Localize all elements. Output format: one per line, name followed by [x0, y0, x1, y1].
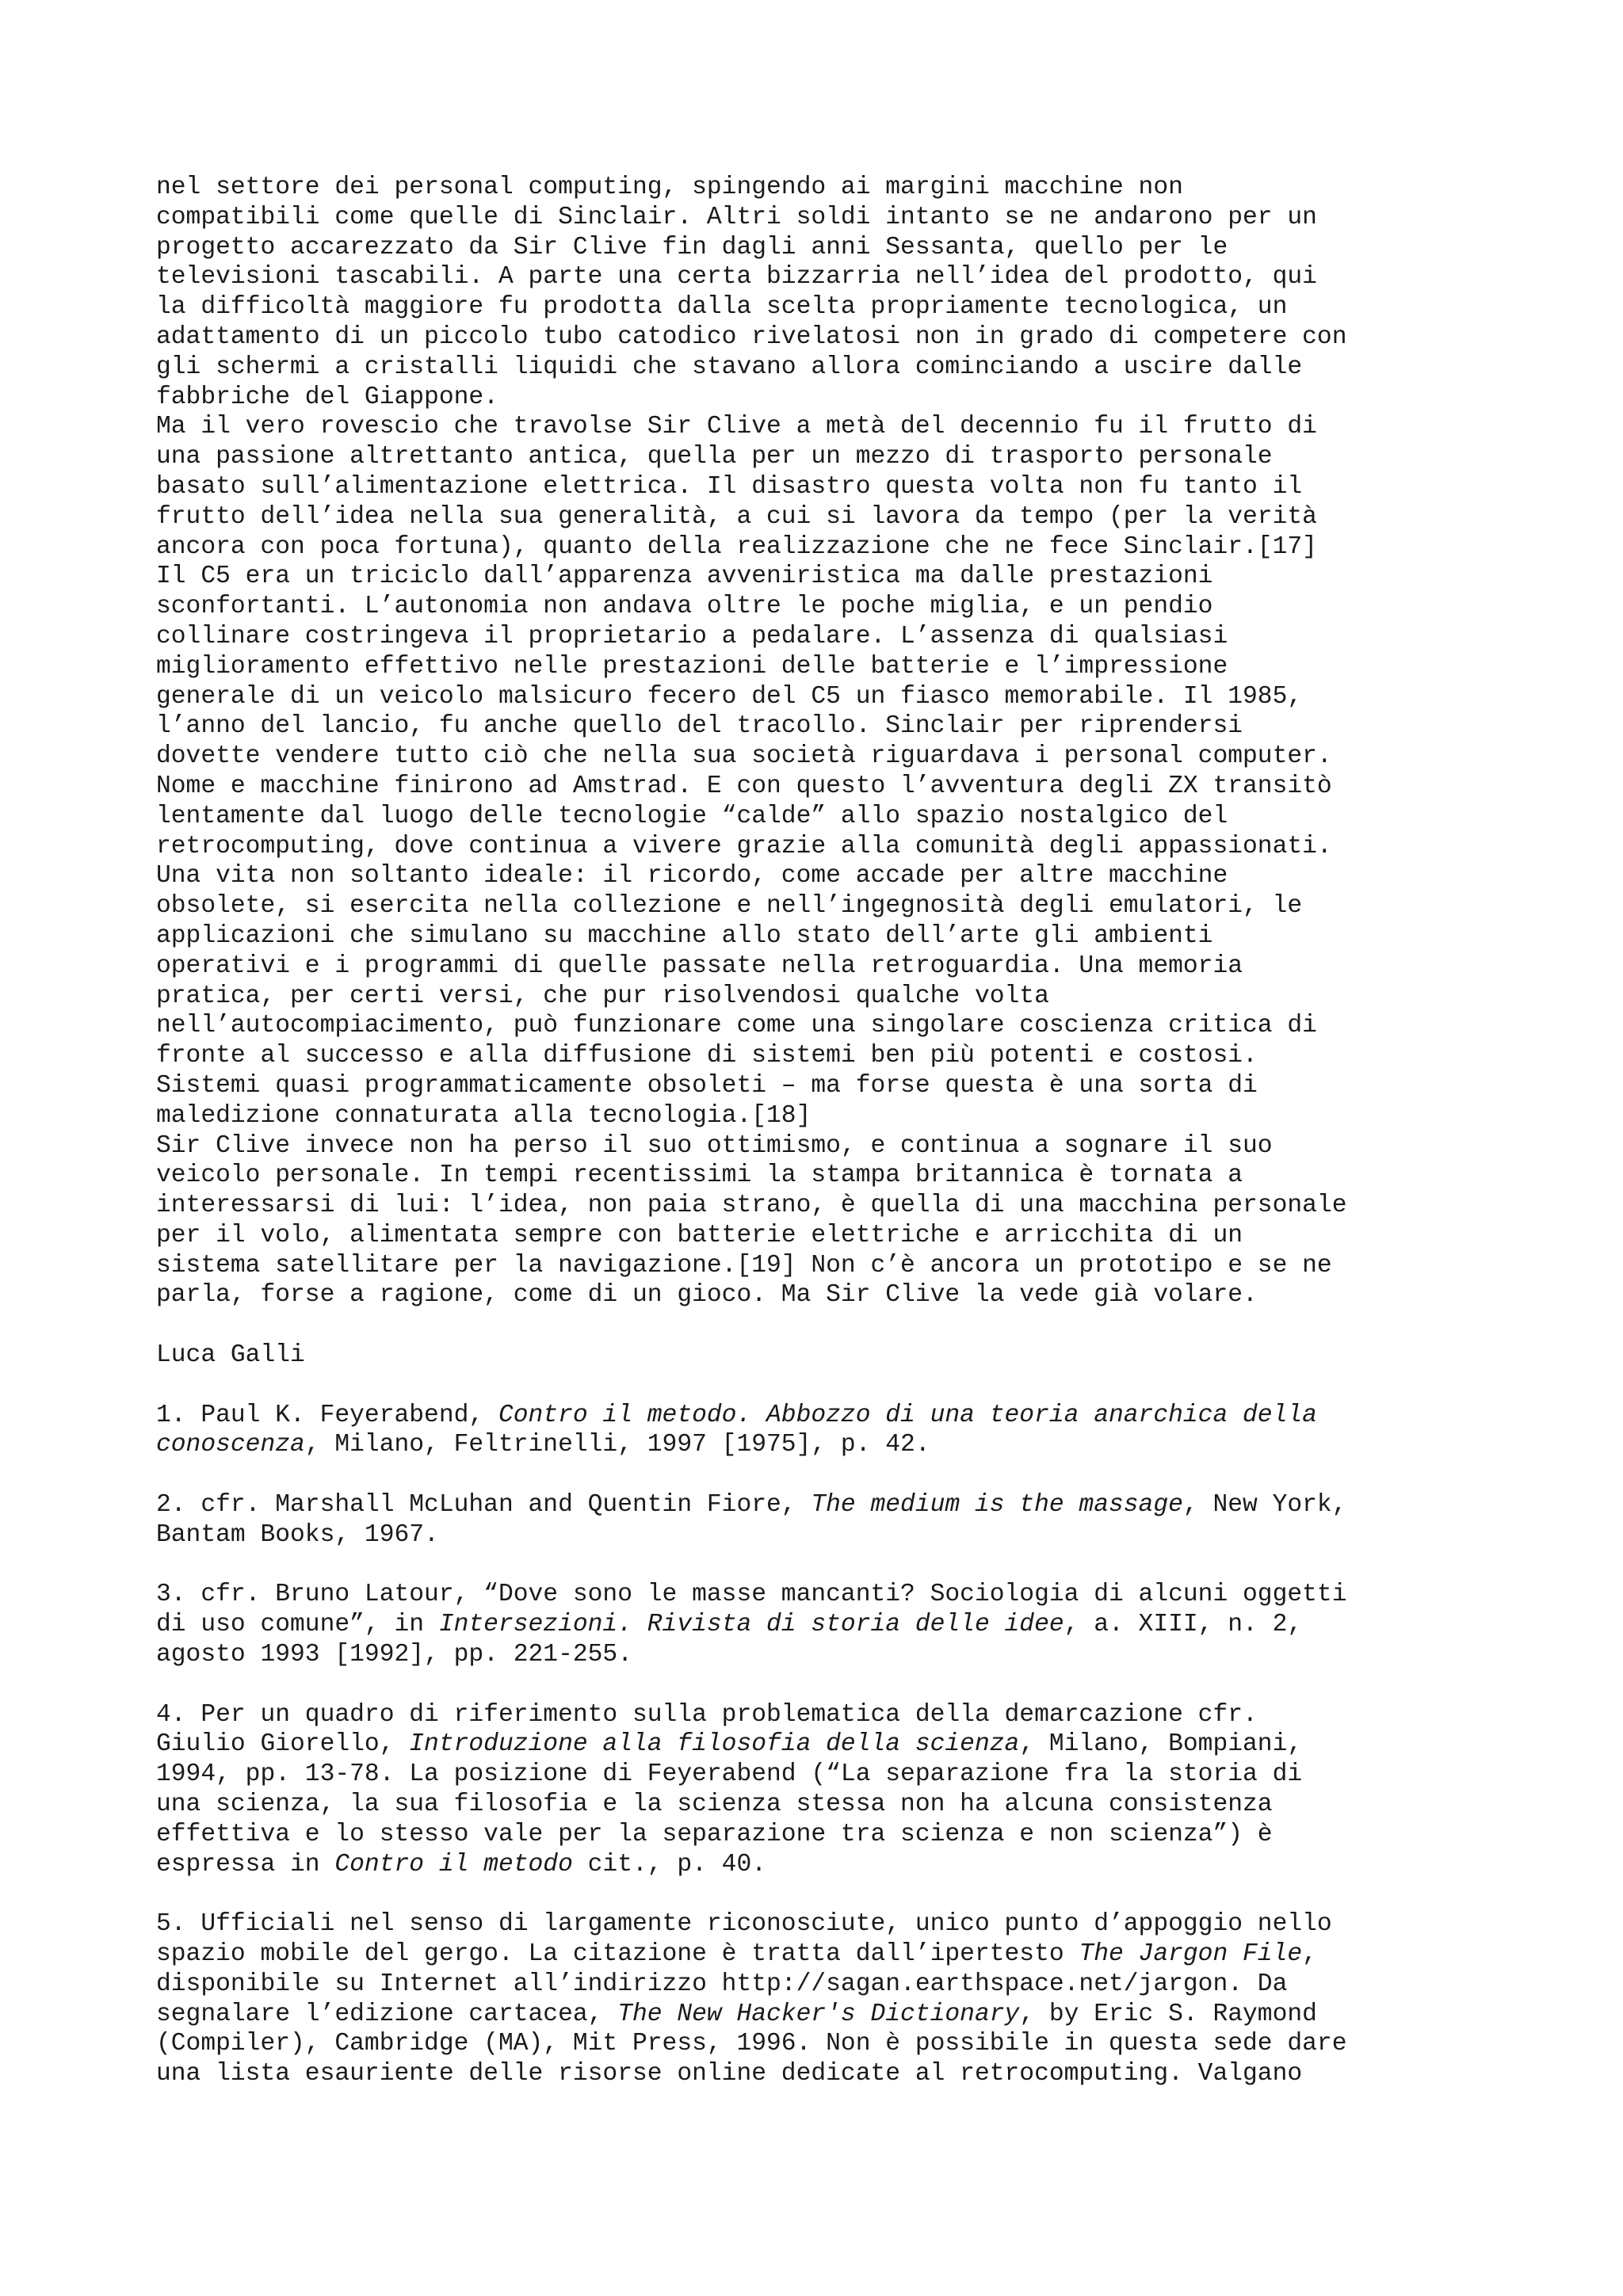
footnote-line — [156, 1580, 1487, 1610]
footnote-text: , by Eric S. Raymond — [1019, 2000, 1317, 2028]
footnote-line — [156, 2059, 1487, 2089]
text-line: Una vita non soltanto ideale: il ricordo, come accade per altre macchine — [156, 862, 1228, 891]
text-line: pratica, per certi versi, che pur risolvendosi qualche volta — [156, 982, 1049, 1010]
footnote-line — [156, 1401, 1487, 1431]
spacer — [156, 1670, 1487, 1700]
text-line: parla, forse a ragione, come di un gioco. Ma Sir Clive la vede già volare. — [156, 1281, 1258, 1310]
author-signature: Luca Galli — [156, 1341, 305, 1370]
text-line: televisioni tascabili. A parte una certa bizzarria nell’idea del prodotto, qui — [156, 263, 1317, 292]
footnote-text: una scienza, la sua filosofia e la scienza stessa non ha alcuna consistenza — [156, 1791, 1273, 1819]
spacer — [156, 1550, 1487, 1581]
footnote-text: , Milano, Bompiani, — [1019, 1730, 1303, 1759]
text-line: compatibili come quelle di Sinclair. Altri soldi intanto se ne andarono per un — [156, 203, 1317, 231]
footnote-text: 2. cfr. Marshall McLuhan and Quentin Fiore, — [156, 1491, 812, 1520]
text-line: fronte al successo e alla diffusione di sistemi ben più potenti e costosi. — [156, 1042, 1258, 1070]
footnote-text: agosto 1993 [1992], pp. 221-255. — [156, 1641, 632, 1669]
footnote-line — [156, 1909, 1487, 1939]
footnote-line — [156, 1970, 1487, 2000]
footnote-1 — [156, 1401, 1487, 1461]
text-line: la difficoltà maggiore fu prodotta dalla scelta propriamente tecnologica, un — [156, 293, 1288, 322]
footnote-text: , New York, — [1182, 1491, 1347, 1520]
footnote-line — [156, 1430, 1487, 1460]
footnote-3 — [156, 1580, 1487, 1669]
footnote-text: 3. cfr. Bruno Latour, “Dove sono le masse mancanti? Sociologia di alcuni oggetti — [156, 1581, 1347, 1609]
text-line: adattamento di un piccolo tubo catodico rivelatosi non in grado di competere con — [156, 322, 1347, 351]
text-line: frutto dell’idea nella sua generalità, a cui si lavora da tempo (per la verità — [156, 502, 1317, 531]
text-line: generale di un veicolo malsicuro fecero del C5 un fiasco memorabile. Il 1985, — [156, 682, 1303, 711]
footnote-text: (Compiler), Cambridge (MA), Mit Press, 1996. Non è possibile in questa sede dare — [156, 2030, 1347, 2058]
footnote-2 — [156, 1490, 1487, 1550]
footnote-text: espressa in — [156, 1850, 335, 1878]
text-line: veicolo personale. In tempi recentissimi la stampa britannica è tornata a — [156, 1161, 1243, 1190]
text-line: ancora con poca fortuna), quanto della realizzazione che ne fece Sinclair.[17] — [156, 532, 1317, 561]
text-line: interessarsi di lui: l’idea, non paia strano, è quella di una macchina personale — [156, 1192, 1347, 1220]
text-line: Ma il vero rovescio che travolse Sir Clive a metà del decennio fu il frutto di — [156, 413, 1317, 441]
footnote-line — [156, 1700, 1487, 1730]
footnote-text: 5. Ufficiali nel senso di largamente riconosciute, unico punto d’appoggio nello — [156, 1910, 1332, 1939]
text-line: una passione altrettanto antica, quella per un mezzo di trasporto personale — [156, 443, 1273, 471]
footnote-4 — [156, 1700, 1487, 1880]
footnote-line — [156, 1850, 1487, 1880]
spacer — [156, 1879, 1487, 1909]
footnote-line — [156, 1610, 1487, 1640]
footnote-text: 1. Paul K. Feyerabend, — [156, 1401, 498, 1429]
footnote-line — [156, 2000, 1487, 2030]
footnote-line — [156, 1820, 1487, 1850]
footnote-text: Giulio Giorello, — [156, 1730, 410, 1759]
footnote-line — [156, 2029, 1487, 2059]
footnote-text: una lista esauriente delle risorse online dedicate al retrocomputing. Valgano — [156, 2060, 1303, 2088]
footnote-text: , a. XIII, n. 2, — [1064, 1611, 1303, 1639]
footnote-line — [156, 1520, 1487, 1550]
footnote-title: The Jargon File — [1079, 1940, 1303, 1969]
text-line: Sistemi quasi programmaticamente obsoleti – ma forse questa è una sorta di — [156, 1071, 1258, 1100]
text-line: miglioramento effettivo nelle prestazioni delle batterie e l’impressione — [156, 652, 1228, 681]
footnote-line — [156, 1640, 1487, 1670]
text-line: gli schermi a cristalli liquidi che stavano allora cominciando a uscire dalle — [156, 353, 1303, 381]
body-text — [156, 173, 1487, 1310]
spacer — [156, 1310, 1487, 1341]
text-line: dovette vendere tutto ciò che nella sua società riguardava i personal computer. — [156, 742, 1332, 771]
footnote-text: , — [1302, 1940, 1317, 1969]
footnote-title: conoscenza — [156, 1431, 305, 1459]
text-line: nel settore dei personal computing, spingendo ai margini macchine non — [156, 174, 1183, 201]
footnote-title: Intersezioni. Rivista di storia delle idee — [438, 1611, 1064, 1639]
text-line: collinare costringeva il proprietario a pedalare. L’assenza di qualsiasi — [156, 622, 1228, 650]
footnote-line — [156, 1790, 1487, 1820]
text-line: retrocomputing, dove continua a vivere grazie alla comunità degli appassionati. — [156, 832, 1332, 860]
text-line: fabbriche del Giappone. — [156, 383, 498, 411]
footnote-text: spazio mobile del gergo. La citazione è tratta dall’ipertesto — [156, 1940, 1079, 1969]
text-line: lentamente dal luogo delle tecnologie “calde” allo spazio nostalgico del — [156, 802, 1228, 830]
text-line: l’anno del lancio, fu anche quello del tracollo. Sinclair per riprendersi — [156, 712, 1243, 741]
text-line: Sir Clive invece non ha perso il suo ottimismo, e continua a sognare il suo — [156, 1131, 1273, 1160]
text-line: progetto accarezzato da Sir Clive fin dagli anni Sessanta, quello per le — [156, 233, 1228, 261]
spacer — [156, 1371, 1487, 1401]
text-line: obsolete, si esercita nella collezione e nell’ingegnosità degli emulatori, le — [156, 892, 1303, 921]
text-line: sistema satellitare per la navigazione.[19] Non c’è ancora un prototipo e se ne — [156, 1251, 1332, 1280]
footnote-title: The New Hacker's Dictionary — [617, 2000, 1020, 2028]
footnote-title: Introduzione alla filosofia della scienza — [409, 1730, 1020, 1759]
footnote-text: segnalare l’edizione cartacea, — [156, 2000, 618, 2028]
footnote-line — [156, 1490, 1487, 1520]
footnote-title: The medium is the massage — [811, 1491, 1183, 1520]
text-line: nell’autocompiacimento, può funzionare come una singolare coscienza critica di — [156, 1012, 1317, 1040]
footnote-line — [156, 1730, 1487, 1760]
footnote-text: cit., p. 40. — [572, 1850, 767, 1878]
footnote-text: effettiva e lo stesso vale per la separazione tra scienza e non scienza”) è — [156, 1820, 1273, 1848]
text-line: Nome e macchine finirono ad Amstrad. E con questo l’avventura degli ZX transitò — [156, 772, 1332, 800]
footnote-line — [156, 1939, 1487, 1970]
footnote-text: di uso comune”, in — [156, 1611, 439, 1639]
text-line: per il volo, alimentata sempre con batterie elettriche e arricchita di un — [156, 1221, 1243, 1249]
document-page — [156, 173, 1487, 2089]
text-line: sconfortanti. L’autonomia non andava oltre le poche miglia, e un pendio — [156, 593, 1213, 621]
text-line: basato sull’alimentazione elettrica. Il disastro questa volta non fu tanto il — [156, 472, 1303, 501]
text-line: applicazioni che simulano su macchine allo stato dell’arte gli ambienti — [156, 921, 1213, 950]
footnote-text: , Milano, Feltrinelli, 1997 [1975], p. 42. — [304, 1431, 930, 1459]
footnote-title: Contro il metodo. Abbozzo di una teoria anarchica della — [498, 1401, 1317, 1429]
text-line: maledizione connaturata alla tecnologia.[18] — [156, 1101, 812, 1130]
footnote-text: Bantam Books, 1967. — [156, 1520, 439, 1549]
footnote-text: 4. Per un quadro di riferimento sulla problematica della demarcazione cfr. — [156, 1700, 1258, 1729]
footnote-text: 1994, pp. 13-78. La posizione di Feyerabend (“La separazione fra la storia di — [156, 1760, 1303, 1789]
footnote-text: disponibile su Internet all’indirizzo http://sagan.earthspace.net/jargon. Da — [156, 1970, 1288, 1998]
footnote-5 — [156, 1909, 1487, 2089]
text-line: operativi e i programmi di quelle passate nella retroguardia. Una memoria — [156, 952, 1243, 980]
spacer — [156, 1460, 1487, 1490]
text-line: Il C5 era un triciclo dall’apparenza avveniristica ma dalle prestazioni — [156, 563, 1213, 591]
footnote-line — [156, 1760, 1487, 1790]
footnote-title: Contro il metodo — [334, 1850, 573, 1878]
